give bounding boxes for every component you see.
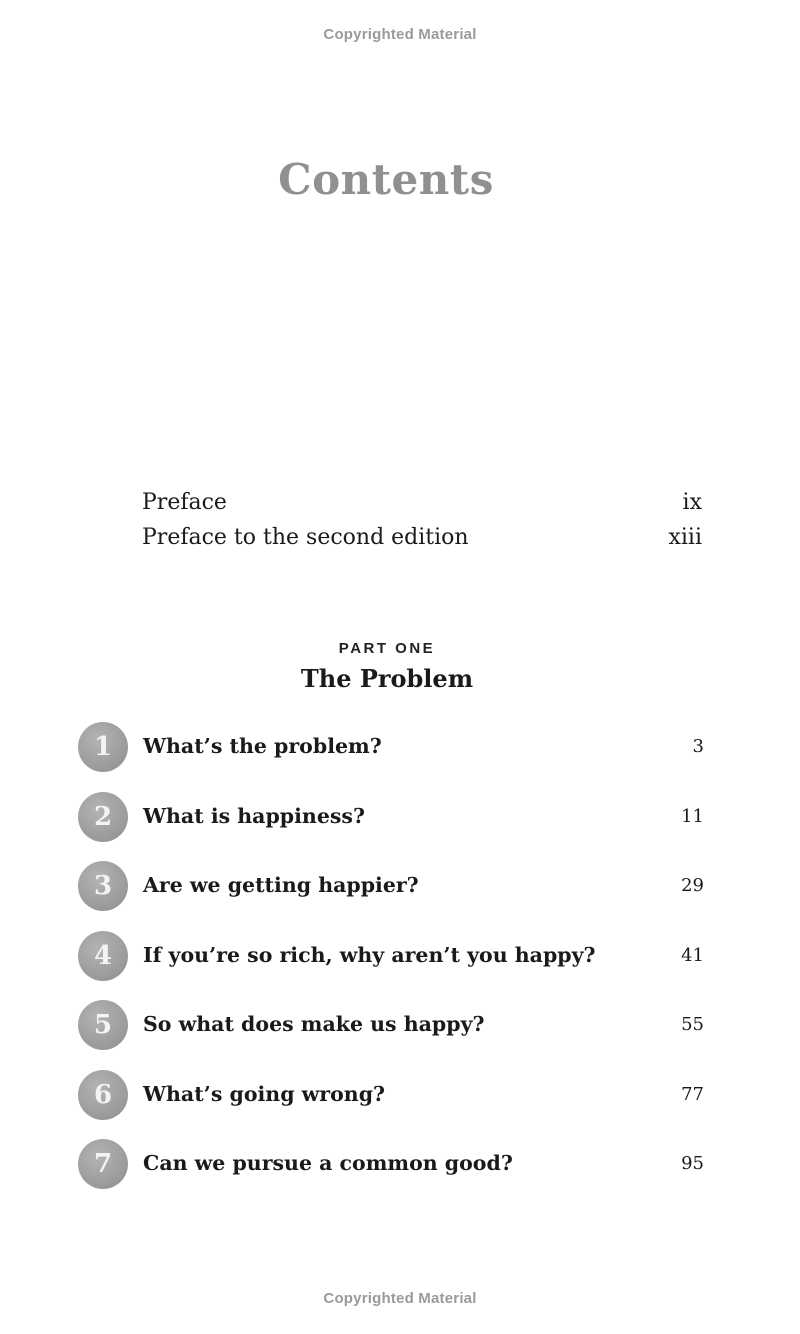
chapter-title: If you’re so rich, why aren’t you happy? [143, 942, 596, 967]
chapter-title: What is happiness? [143, 803, 365, 828]
part-label: PART ONE [338, 640, 436, 657]
copyright-watermark-bottom: Copyrighted Material [323, 1290, 477, 1307]
chapter-item[interactable] [78, 792, 704, 862]
chapter-title: Are we getting happier? [143, 873, 419, 897]
chapter-number-badge: 7 [78, 1139, 128, 1189]
chapter-list [78, 722, 704, 1209]
chapter-page-number: 95 [681, 1153, 704, 1174]
chapter-number-badge: 1 [78, 722, 128, 772]
part-title: The Problem [300, 664, 474, 693]
front-matter-item[interactable] [142, 490, 702, 525]
copyright-watermark-top: Copyrighted Material [323, 26, 477, 43]
front-matter-page: xiii [668, 525, 702, 550]
chapter-number-badge: 6 [78, 1070, 128, 1120]
chapter-page-number: 11 [681, 805, 704, 827]
chapter-number-badge: 3 [78, 861, 128, 911]
chapter-number-badge: 4 [78, 931, 128, 981]
front-matter-list [142, 490, 702, 560]
chapter-title: What’s the problem? [143, 734, 382, 758]
front-matter-label: Preface [142, 490, 227, 515]
chapter-item[interactable] [78, 1139, 704, 1209]
chapter-item[interactable] [78, 722, 704, 792]
front-matter-label: Preface to the second edition [142, 525, 469, 550]
chapter-page-number: 3 [692, 736, 704, 757]
page-title: Contents [278, 155, 494, 204]
chapter-page-number: 55 [681, 1014, 704, 1035]
chapter-item[interactable] [78, 861, 704, 931]
chapter-title: Can we pursue a common good? [143, 1151, 513, 1175]
chapter-item[interactable] [78, 1070, 704, 1140]
front-matter-item[interactable] [142, 525, 702, 560]
chapter-title: What’s going wrong? [143, 1081, 386, 1106]
chapter-item[interactable] [78, 931, 704, 1001]
chapter-page-number: 29 [681, 875, 704, 896]
chapter-page-number: 41 [681, 944, 704, 966]
front-matter-page: ix [682, 490, 702, 515]
chapter-number-badge: 2 [78, 792, 128, 842]
chapter-title: So what does make us happy? [143, 1012, 485, 1036]
chapter-page-number: 77 [681, 1083, 704, 1105]
chapter-number-badge: 5 [78, 1000, 128, 1050]
chapter-item[interactable] [78, 1000, 704, 1070]
